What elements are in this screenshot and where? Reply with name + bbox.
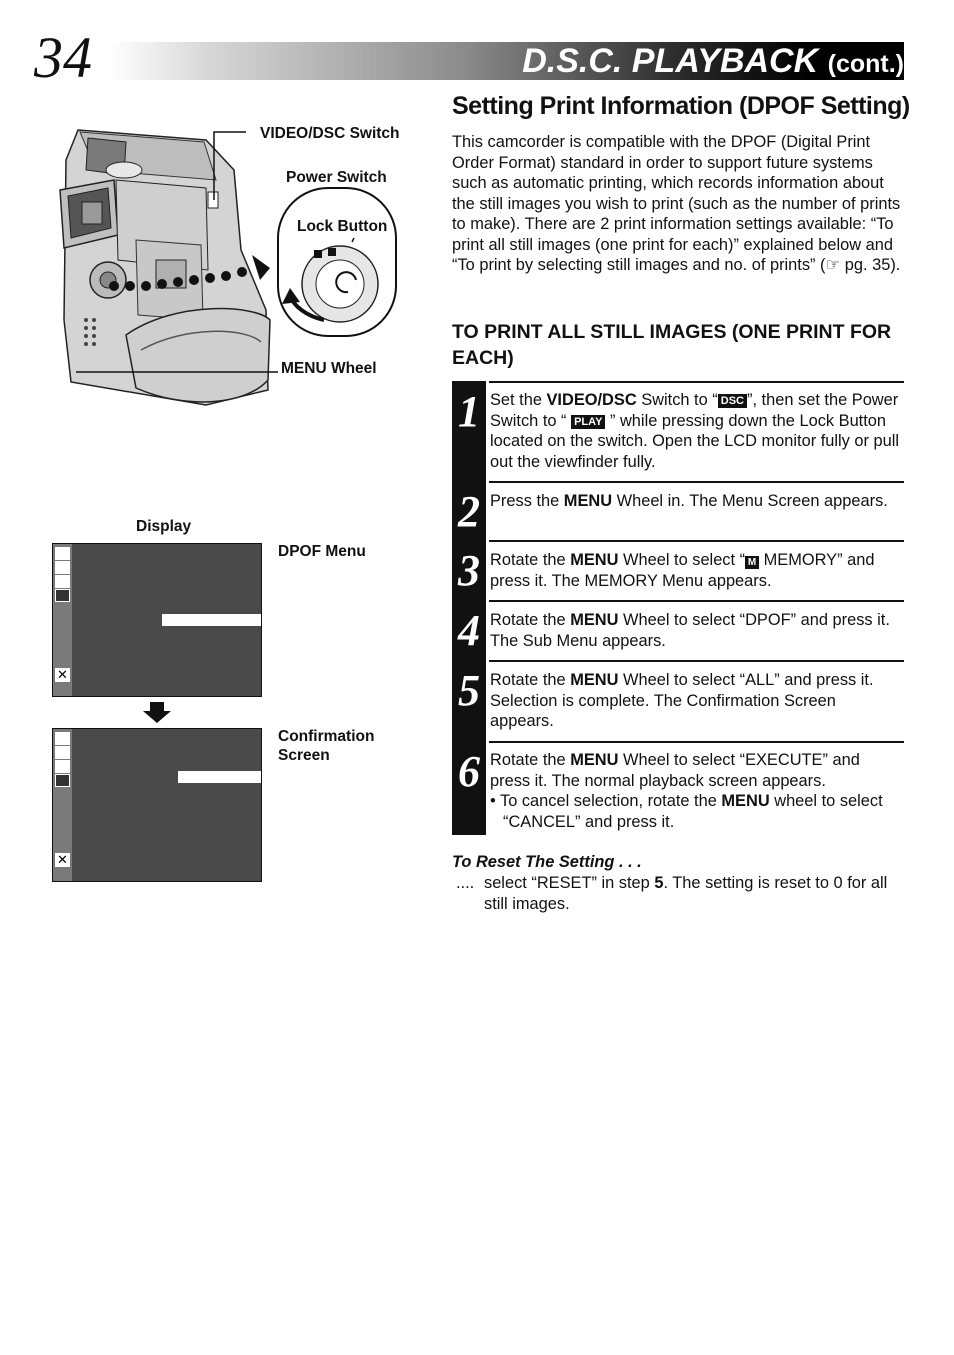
step-3-text: Rotate the MENU Wheel to select “ M MEMORY” and press it. The MEMORY Menu appears.	[490, 551, 875, 590]
clock-icon	[55, 760, 70, 773]
confirmation-label-2: Screen	[278, 747, 330, 764]
power-switch-label: Power Switch	[286, 169, 387, 186]
menu-highlight-bar	[162, 614, 261, 626]
close-icon: ✕	[55, 853, 70, 867]
subheading: TO PRINT ALL STILL IMAGES (ONE PRINT FOR EACH)	[452, 321, 892, 369]
section-title: Setting Print Information (DPOF Setting)	[452, 92, 910, 120]
step-number-5: 5	[458, 666, 480, 715]
camera-icon	[55, 561, 70, 574]
dpof-menu-label: DPOF Menu	[278, 543, 366, 560]
reset-title: To Reset The Setting . . .	[452, 853, 642, 871]
intro-paragraph: This camcorder is compatible with the DPOF (Digital Print Order Format) standard in order to support future systems such as automatic printing, which records information about the still images you wish to print (such as the number of prints to make). There are 2 print information settings available: “To print all still images (one print for each)” explained below and “To print by selecting still images and no. of prints” (☞ pg. 35).	[452, 133, 901, 274]
step-divider	[489, 741, 904, 743]
lock-button-label: Lock Button	[297, 218, 388, 235]
step-number-1: 1	[458, 387, 480, 436]
tape-icon	[55, 732, 70, 745]
step-divider	[489, 540, 904, 542]
step-6-bullet: • To cancel selection, rotate the MENU wheel to select “CANCEL” and press it.	[490, 792, 883, 831]
menu-highlight-bar	[178, 771, 261, 783]
dpof-menu-screen	[52, 543, 262, 697]
arrow-down-icon	[142, 702, 172, 724]
close-icon: ✕	[55, 668, 70, 682]
step-5-text: Rotate the MENU Wheel to select “ALL” and press it. Selection is complete. The Confirmation Screen appears.	[490, 671, 874, 730]
menu-wheel-label: MENU Wheel	[281, 360, 377, 377]
page-title-main: D.S.C. PLAYBACK	[522, 42, 819, 80]
memory-icon	[55, 589, 70, 602]
reset-text: select “RESET” in step 5. The setting is reset to 0 for all still images.	[484, 874, 888, 913]
confirmation-screen	[52, 728, 262, 882]
display-label: Display	[136, 518, 192, 535]
page-number: 34	[34, 25, 92, 90]
video-dsc-switch-label: VIDEO/DSC Switch	[260, 125, 400, 142]
dsc-icon: DSC	[718, 394, 747, 408]
step-1-text: Set the VIDEO/DSC Switch to “ DSC ”, then set the Power Switch to “ PLAY ” while pressing down the Lock Button located on the switch. Open the LCD monitor fully or pull out the viewfinder fully.	[490, 391, 900, 471]
play-icon: PLAY	[571, 415, 605, 429]
reset-dots: ....	[456, 874, 475, 892]
step-number-2: 2	[458, 487, 480, 536]
step-number-4: 4	[458, 606, 480, 655]
camera-icon	[55, 746, 70, 759]
clock-icon	[55, 575, 70, 588]
step-number-6: 6	[458, 747, 480, 796]
page-title	[522, 41, 904, 84]
confirmation-label-1: Confirmation	[278, 728, 375, 745]
step-2-text: Press the MENU Wheel in. The Menu Screen appears.	[490, 492, 888, 510]
tape-icon	[55, 547, 70, 560]
step-divider	[489, 481, 904, 483]
step-number-3: 3	[458, 546, 480, 595]
step-6-text: Rotate the MENU Wheel to select “EXECUTE” and press it. The normal playback screen appears.	[490, 751, 860, 790]
memory-m-icon: M	[745, 556, 759, 569]
step-4-text: Rotate the MENU Wheel to select “DPOF” and press it. The Sub Menu appears.	[490, 611, 890, 650]
step-divider	[489, 381, 904, 383]
step-divider	[489, 600, 904, 602]
step-divider	[489, 660, 904, 662]
page-title-cont: (cont.)	[827, 50, 904, 78]
memory-icon	[55, 774, 70, 787]
